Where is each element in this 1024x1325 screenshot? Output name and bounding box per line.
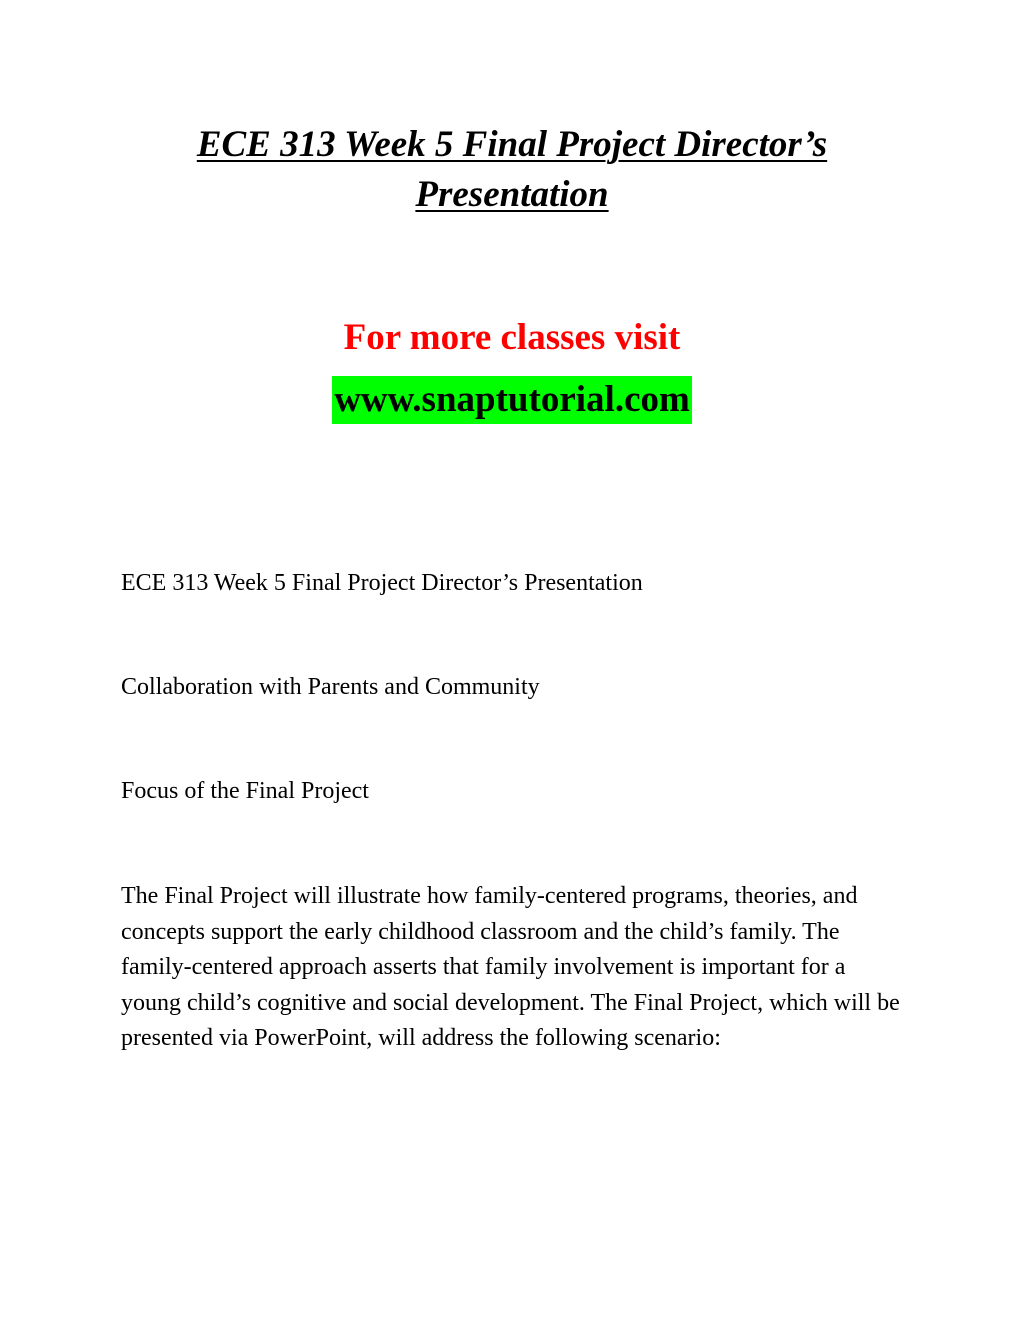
paragraph-course-title: ECE 313 Week 5 Final Project Director’s Presentation — [121, 570, 643, 596]
promo-text: For more classes visit — [343, 317, 681, 358]
promo-link-wrap — [0, 374, 1024, 426]
document-title: ECE 313 Week 5 Final Project Director’s Presentation — [196, 124, 828, 215]
paragraph-focus-heading: Focus of the Final Project — [121, 778, 369, 804]
promo-block — [0, 312, 1024, 426]
promo-link[interactable]: www.snaptutorial.com — [332, 376, 692, 424]
paragraph-project-description: The Final Project will illustrate how family-centered programs, theories, and concepts support the early childhood classroom and the child’s family. The family-centered approach asserts that family involvement is important for a young child’s cognitive and social development. The Final Project, which will be presented via PowerPoint, will address the following scenario: — [121, 883, 900, 1051]
paragraph-collaboration: Collaboration with Parents and Community — [121, 674, 540, 700]
